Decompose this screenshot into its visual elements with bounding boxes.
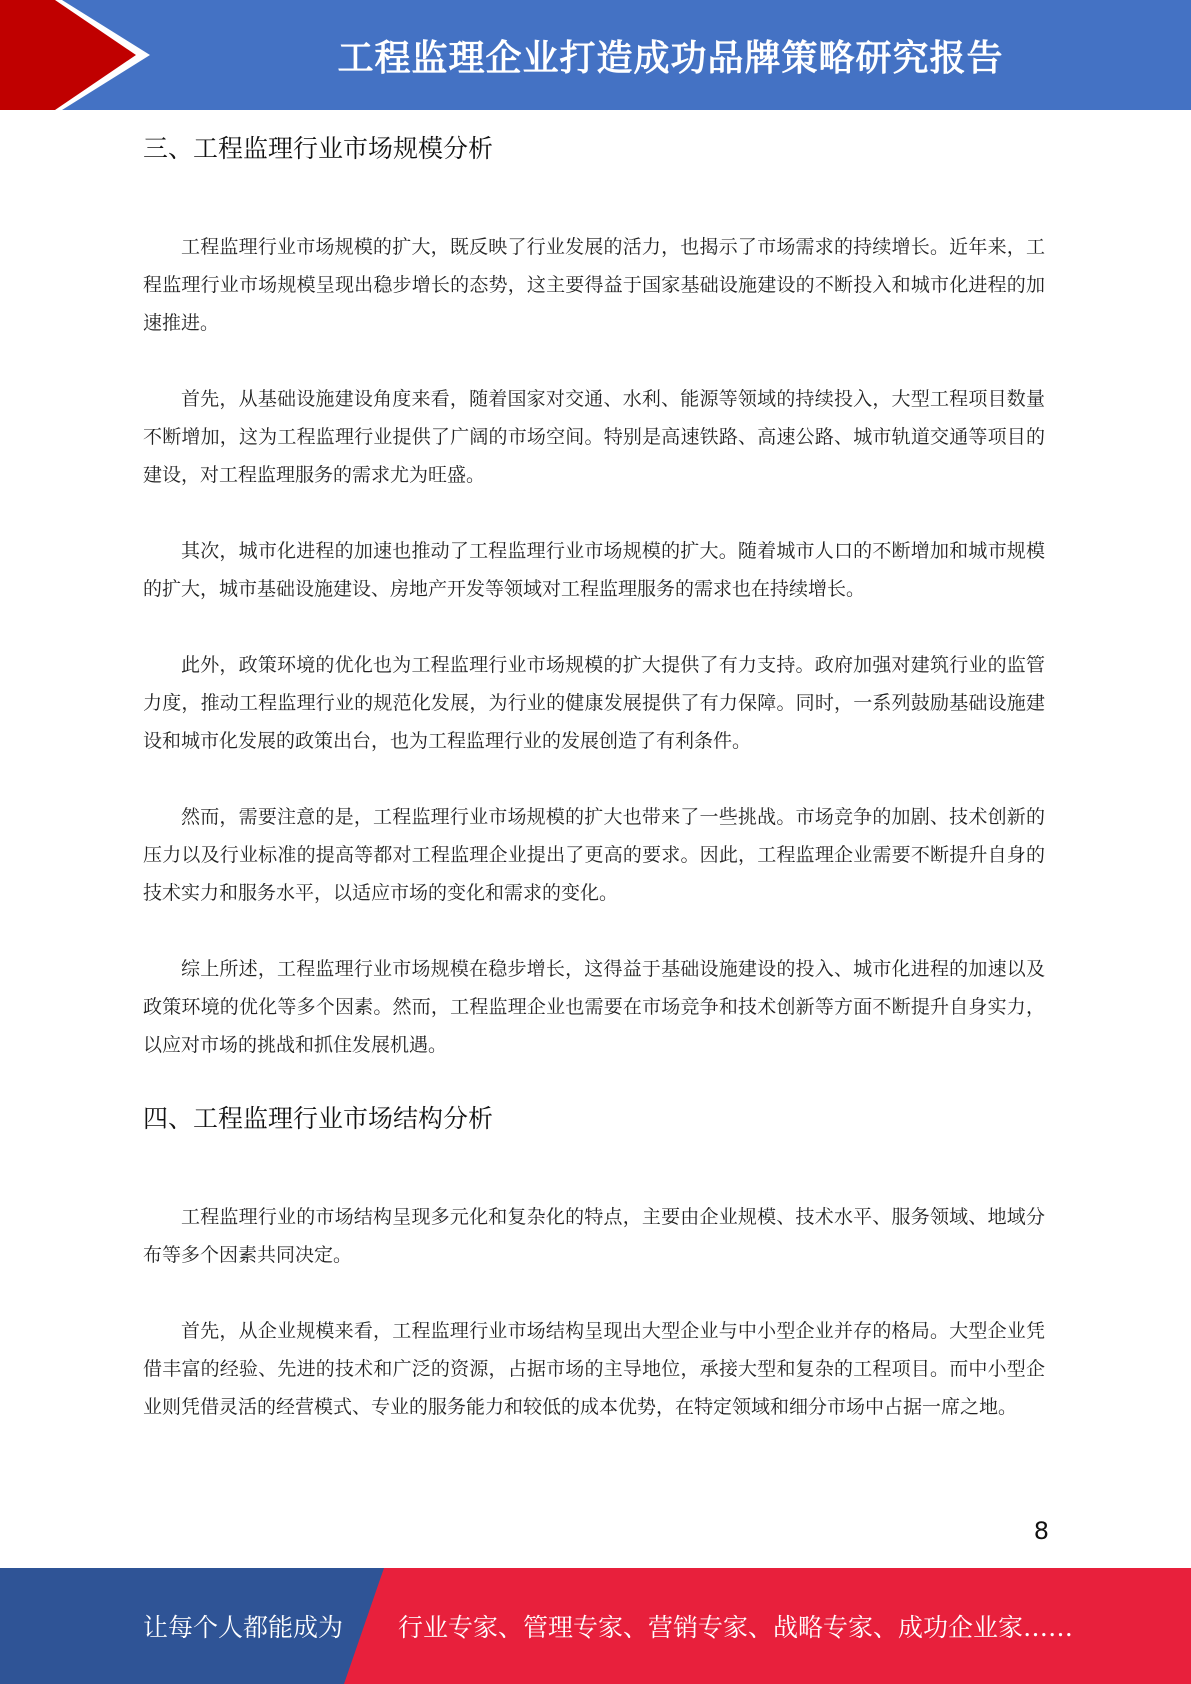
paragraph: 综上所述，工程监理行业市场规模在稳步增长，这得益于基础设施建设的投入、城市化进程的加速以及政策环境的优化等多个因素。然而，工程监理企业也需要在市场竞争和技术创新等方面不断提升自身实力，以应对市场的挑战和抓住发展机遇。 bbox=[143, 958, 1045, 1056]
chevron-arrow-icon bbox=[0, 0, 160, 110]
paragraph: 工程监理行业市场规模的扩大，既反映了行业发展的活力，也揭示了市场需求的持续增长。近年来，工程监理行业市场规模呈现出稳步增长的态势，这主要得益于国家基础设施建设的不断投入和城市化进程的加速推进。 bbox=[143, 236, 1045, 334]
page-number: 8 bbox=[1033, 1517, 1049, 1545]
paragraph: 其次，城市化进程的加速也推动了工程监理行业市场规模的扩大。随着城市人口的不断增加和城市规模的扩大，城市基础设施建设、房地产开发等领域对工程监理服务的需求也在持续增长。 bbox=[143, 540, 1045, 600]
header-band bbox=[0, 0, 1191, 110]
footer-slogan-right: 行业专家、管理专家、营销专家、战略专家、成功企业家…… bbox=[398, 1613, 1074, 1642]
footer-slogan-left: 让每个人都能成为 bbox=[143, 1613, 344, 1642]
paragraph: 首先，从基础设施建设角度来看，随着国家对交通、水利、能源等领域的持续投入，大型工程项目数量不断增加，这为工程监理行业提供了广阔的市场空间。特别是高速铁路、高速公路、城市轨道交通等项目的建设，对工程监理服务的需求尤为旺盛。 bbox=[143, 388, 1045, 486]
paragraph: 然而，需要注意的是，工程监理行业市场规模的扩大也带来了一些挑战。市场竞争的加剧、技术创新的压力以及行业标准的提高等都对工程监理企业提出了更高的要求。因此，工程监理企业需要不断提升自身的技术实力和服务水平，以适应市场的变化和需求的变化。 bbox=[143, 806, 1045, 904]
paragraph: 此外，政策环境的优化也为工程监理行业市场规模的扩大提供了有力支持。政府加强对建筑行业的监管力度，推动工程监理行业的规范化发展，为行业的健康发展提供了有力保障。同时，一系列鼓励基础设施建设和城市化发展的政策出台，也为工程监理行业的发展创造了有利条件。 bbox=[143, 654, 1045, 752]
section-title: 三、工程监理行业市场规模分析 bbox=[143, 134, 494, 163]
report-title: 工程监理企业打造成功品牌策略研究报告 bbox=[337, 37, 1004, 79]
footer-band bbox=[0, 1568, 1191, 1684]
section-3-body bbox=[143, 228, 1045, 1064]
paragraph: 工程监理行业的市场结构呈现多元化和复杂化的特点，主要由企业规模、技术水平、服务领域、地域分布等多个因素共同决定。 bbox=[143, 1206, 1045, 1266]
section-title: 四、工程监理行业市场结构分析 bbox=[143, 1104, 494, 1133]
paragraph: 首先，从企业规模来看，工程监理行业市场结构呈现出大型企业与中小型企业并存的格局。大型企业凭借丰富的经验、先进的技术和广泛的资源，占据市场的主导地位，承接大型和复杂的工程项目。而中小型企业则凭借灵活的经营模式、专业的服务能力和较低的成本优势，在特定领域和细分市场中占据一席之地。 bbox=[143, 1320, 1045, 1418]
document-body bbox=[143, 110, 1045, 1464]
section-4-body bbox=[143, 1198, 1045, 1426]
